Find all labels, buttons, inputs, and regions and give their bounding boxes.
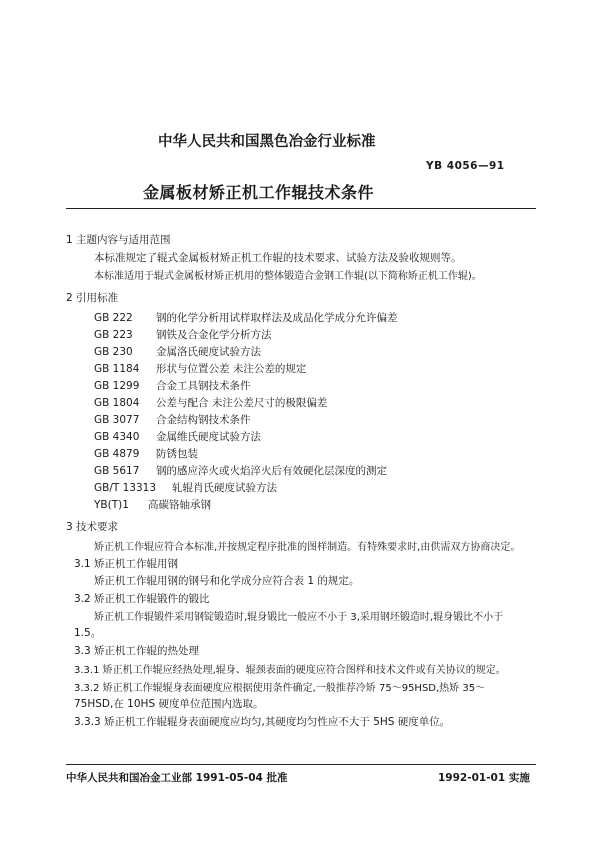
reference-item [94, 446, 198, 461]
reference-title: 金属洛氏硬度试验方法 [156, 346, 261, 358]
section-3-3-1: 3.3.1 矫正机工作辊应经热处理,辊身、辊颈表面的硬度应符合图样和技术文件或有关协议的规定。 [74, 665, 506, 676]
reference-item [94, 395, 327, 410]
reference-title: 金属维氏硬度试验方法 [156, 431, 261, 443]
section-3-2-heading: 3.2 矫正机工作辊锻件的锻比 [74, 593, 210, 605]
reference-item [94, 463, 387, 478]
section-1-paragraph-1: 本标准规定了辊式金属板材矫正机工作辊的技术要求、试验方法及验收规则等。 [94, 252, 462, 264]
reference-title: 公差与配合 未注公差尺寸的极限偏差 [156, 397, 328, 409]
section-3-1-text: 矫正机工作辊用钢的钢号和化学成分应符合表 1 的规定。 [94, 575, 360, 587]
reference-item [94, 310, 398, 325]
reference-code: GB 1804 [94, 397, 140, 409]
section-3-3-2-line-1: 3.3.2 矫正机工作辊辊身表面硬度应根据使用条件确定,一般推荐冷矫 75～95HSD,热矫 35～ [74, 683, 486, 694]
section-3-3-heading: 3.3 矫正机工作辊的热处理 [74, 645, 200, 657]
reference-item [94, 361, 306, 376]
reference-title: 合金工具钢技术条件 [156, 380, 251, 392]
reference-code: GB 3077 [94, 414, 140, 426]
footer-rule [66, 764, 536, 765]
reference-title: 轧辊肖氏硬度试验方法 [172, 482, 277, 494]
reference-item [94, 412, 251, 427]
reference-code: GB 1184 [94, 363, 140, 375]
reference-code: GB 222 [94, 312, 133, 324]
issuing-authority: 中华人民共和国黑色冶金行业标准 [158, 134, 376, 150]
reference-item [94, 344, 261, 359]
reference-title: 形状与位置公差 未注公差的规定 [156, 363, 307, 375]
section-3-heading: 3 技术要求 [66, 521, 119, 533]
standard-number: YB 4056—91 [426, 160, 505, 172]
reference-item [94, 429, 261, 444]
reference-title: 防锈包装 [156, 448, 198, 460]
section-3-3-3: 3.3.3 矫正机工作辊辊身表面硬度应均匀,其硬度均匀性应不大于 5HS 硬度单位。 [74, 716, 451, 728]
section-2-heading: 2 引用标准 [66, 292, 119, 304]
reference-title: 高碳铬轴承钢 [148, 499, 211, 511]
section-3-2-text-line-2: 1.5。 [74, 627, 102, 639]
reference-code: GB 4879 [94, 448, 140, 460]
reference-code: GB 1299 [94, 380, 140, 392]
document-title: 金属板材矫正机工作辊技术条件 [143, 183, 375, 202]
reference-item [94, 378, 251, 393]
reference-title: 钢铁及合金化学分析方法 [156, 329, 272, 341]
section-3-2-text-line-1: 矫正机工作辊锻件采用钢锭锻造时,辊身锻比一般应不小于 3,采用钢坯锻造时,辊身锻比不小于 [94, 612, 504, 623]
reference-item [94, 497, 211, 512]
reference-code: GB/T 13313 [94, 482, 157, 494]
section-3-3-2-line-2: 75HSD,在 10HS 硬度单位范围内选取。 [74, 698, 264, 710]
reference-code: GB 223 [94, 329, 133, 341]
section-3-1-heading: 3.1 矫正机工作辊用钢 [74, 558, 179, 570]
reference-title: 合金结构钢技术条件 [156, 414, 251, 426]
reference-title: 钢的化学分析用试样取样法及成品化学成分允许偏差 [156, 312, 398, 324]
section-1-heading: 1 主题内容与适用范围 [66, 234, 171, 246]
effective-date: 1992-01-01 实施 [438, 772, 530, 784]
section-3-intro: 矫正机工作辊应符合本标准,并按规定程序批准的图样制造。有特殊要求时,由供需双方协商决定。 [94, 542, 521, 553]
reference-item [94, 480, 277, 495]
reference-code: GB 230 [94, 346, 133, 358]
reference-title: 钢的感应淬火或火焰淬火后有效硬化层深度的测定 [156, 465, 387, 477]
reference-code: GB 4340 [94, 431, 140, 443]
reference-item [94, 327, 272, 342]
reference-code: YB(T)1 [94, 499, 129, 511]
header-rule [66, 208, 536, 209]
approval-line: 中华人民共和国冶金工业部 1991-05-04 批准 [66, 772, 288, 784]
section-1-paragraph-2: 本标准适用于辊式金属板材矫正机用的整体锻造合金钢工作辊(以下简称矫正机工作辊)。 [94, 271, 482, 282]
reference-code: GB 5617 [94, 465, 140, 477]
